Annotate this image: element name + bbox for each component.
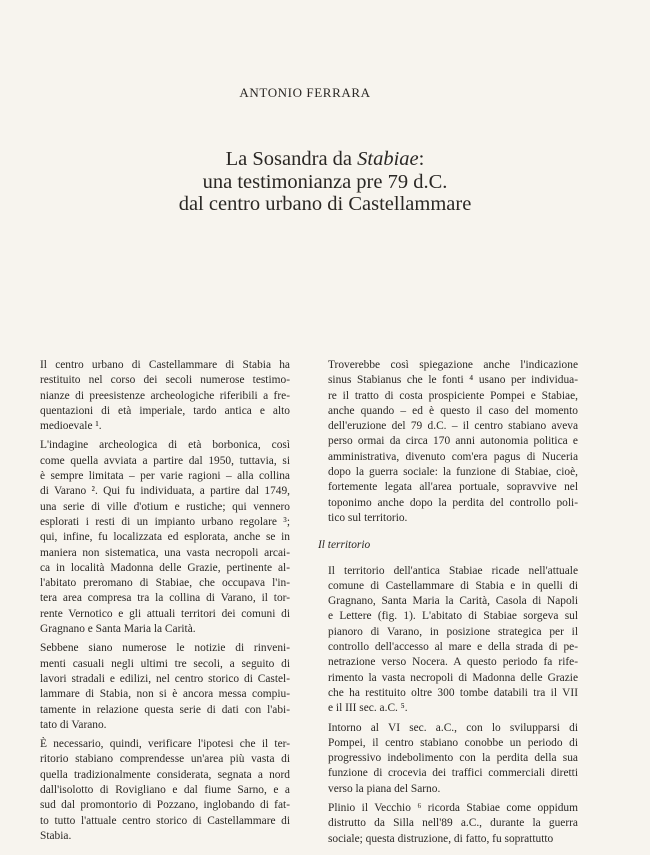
text-line: Intorno al VI sec. a.C., con lo svilupparsi di [328, 721, 578, 734]
text-line: netrazione verso Nocera. A questo periodo fa rife- [328, 656, 578, 669]
title-line-2: una testimonianza pre 79 d.C. [202, 170, 448, 193]
text-line: dopo la guerra sociale: la funzione di Stabiae, cioè, [328, 466, 578, 479]
text-line: Gragnano e Santa Maria la Carità. [40, 623, 196, 636]
text-line: sociale; questa distruzione, di fatto, fu soprattutto [328, 832, 554, 845]
text-line: qui, infine, fu localizzata ed esplorata, anche se in [40, 531, 290, 544]
text-line: come quella avviata a partire dal 1950, tuttavia, si [40, 454, 290, 467]
title-line-1-em: Stabiae [357, 148, 419, 170]
title-line-3: dal centro urbano di Castellammare [178, 193, 472, 215]
text-line: che ha restituito oltre 300 tombe databili tra il VII [328, 686, 578, 699]
text-line: anche quando – ed è questo il caso del momento [328, 404, 578, 417]
text-line: rimento la vasta necropoli di Madonna delle Grazie [328, 671, 578, 684]
text-line: tera area compresa tra la collina di Varano, il tor- [40, 592, 290, 605]
text-line: Troverebbe così spiegazione anche l'indicazione [328, 359, 578, 371]
text-line: nianze di preesistenze archeologiche riferibili a fre- [40, 389, 290, 402]
text-line: quella tradizionalmente considerata, segnata a nord [40, 768, 290, 781]
text-line: funzione di crocevia dei traffici commerciali diretti [328, 767, 578, 780]
text-line: Pompei, il centro stabiano conobbe un periodo di [328, 736, 578, 749]
text-line: L'indagine archeologica di età borbonica, così [40, 439, 290, 452]
text-line: lavori stradali e edilizi, nel centro storico di Castel- [40, 672, 290, 685]
text-line: dall'isolotto di Rovigliano e dal fiume Sarno, e a [40, 784, 290, 797]
text-line: di Varano ². Qui fu individuata, a partire dal 1749, [40, 485, 290, 498]
text-line: maniera non sistematica, una vasta necropoli arcai- [40, 546, 290, 559]
text-line: verso la piana del Sarno. [328, 782, 441, 795]
right-column-body [318, 564, 578, 847]
text-line: Il centro urbano di Castellammare di Stabia ha [40, 359, 290, 371]
text-line: sinus Stabianus che le fonti ⁴ usano per individua- [328, 374, 578, 387]
author-name: ANTONIO FERRARA [239, 85, 371, 100]
text-line: Sebbene siano numerose le notizie di rinveni- [40, 642, 290, 655]
right-column [318, 358, 578, 847]
text-line: perso ormai da circa 170 anni autonomia politica e [328, 435, 578, 448]
text-line: È necessario, quindi, verificare l'ipotesi che il ter- [40, 738, 290, 751]
section-heading: Il territorio [318, 539, 371, 552]
text-line: lammare di Stabia, non si è ancora messa compiu- [40, 688, 290, 701]
text-line: tamente in relazione questa serie di dati con l'abi- [40, 703, 290, 716]
right-column-intro [318, 358, 578, 526]
text-line: tico sul territorio. [328, 511, 408, 524]
text-line: quentazioni di età imperiale, tardo antica e alto [40, 404, 290, 417]
text-line: progressivo indebolimento con la perdita della sua [328, 752, 578, 765]
text-line: è sempre limitata – per varie ragioni – alla collina [40, 470, 290, 483]
text-line: una serie di ville d'otium e rustiche; qui vennero [40, 500, 290, 513]
paragraph [30, 438, 290, 637]
paragraph [30, 737, 290, 844]
text-line: distrutto da Silla nell'89 a.C., durante la guerra [328, 817, 578, 830]
text-line: ritorio stabiano comprendesse un'area più vasta di [40, 753, 290, 766]
text-line: esplorati i resti di un impianto urbano regolare ³; [40, 515, 290, 528]
text-line: Stabia. [40, 829, 72, 842]
title-line-1 [0, 148, 650, 171]
left-column [30, 358, 290, 844]
article-title [0, 148, 650, 216]
text-line: Il territorio dell'antica Stabiae ricade nell'attuale [328, 564, 578, 577]
text-line: tato di Varano. [40, 718, 107, 731]
text-line: re il tratto di costa prospiciente Pompei e Stabiae, [328, 389, 578, 402]
text-line: Plinio il Vecchio ⁶ ricorda Stabiae come oppidum [328, 802, 578, 815]
paragraph [30, 358, 290, 434]
text-line: dell'eruzione del 79 d.C. – il centro stabiano aveva [328, 420, 578, 433]
text-line: controllo dell'accesso al mare e della strada di pe- [328, 641, 578, 654]
text-line: e il III sec. a.C. ⁵. [328, 702, 408, 715]
text-line: menti casuali negli ultimi tre secoli, a seguito di [40, 657, 290, 670]
text-line: l'abitato preromano di Stabiae, che occupava l'in- [40, 577, 290, 590]
paragraph [318, 721, 578, 797]
text-line: medioevale ¹. [40, 420, 102, 433]
text-line: pianoro di Varano, in posizione strategica per il [328, 625, 578, 638]
text-line: e Lettere (fig. 1). L'abitato di Stabiae sorgeva sul [328, 610, 578, 623]
paragraph [318, 801, 578, 847]
text-line: restituito nel corso dei secoli numerose testimo- [40, 374, 290, 387]
text-line: Gragnano, Santa Maria la Carità, Casola di Napoli [328, 595, 578, 608]
text-line: amministrativa, divenuto com'era pagus di Nuceria [328, 450, 578, 463]
text-line: ca in località Madonna delle Grazie, pertinente al- [40, 561, 290, 574]
text-line: toponimo anche dopo la perdita del controllo poli- [328, 496, 578, 509]
text-line: sud dal promontorio di Pozzano, inglobando di fat- [40, 799, 290, 812]
title-line-1-pre: La Sosandra da [225, 148, 358, 170]
paragraph [318, 358, 578, 526]
title-line-1-post: : [418, 148, 425, 170]
text-line: comune di Castellammare di Stabia e in quelli di [328, 579, 578, 592]
text-line: rente Vernotico e gli attuali territori dei comuni di [40, 607, 290, 620]
paragraph [30, 641, 290, 733]
text-line: to tutto l'attuale centro storico di Castellammare di [40, 814, 290, 827]
text-line: fortemente legata all'area portuale, sopravvive nel [328, 481, 578, 494]
paragraph [318, 564, 578, 717]
